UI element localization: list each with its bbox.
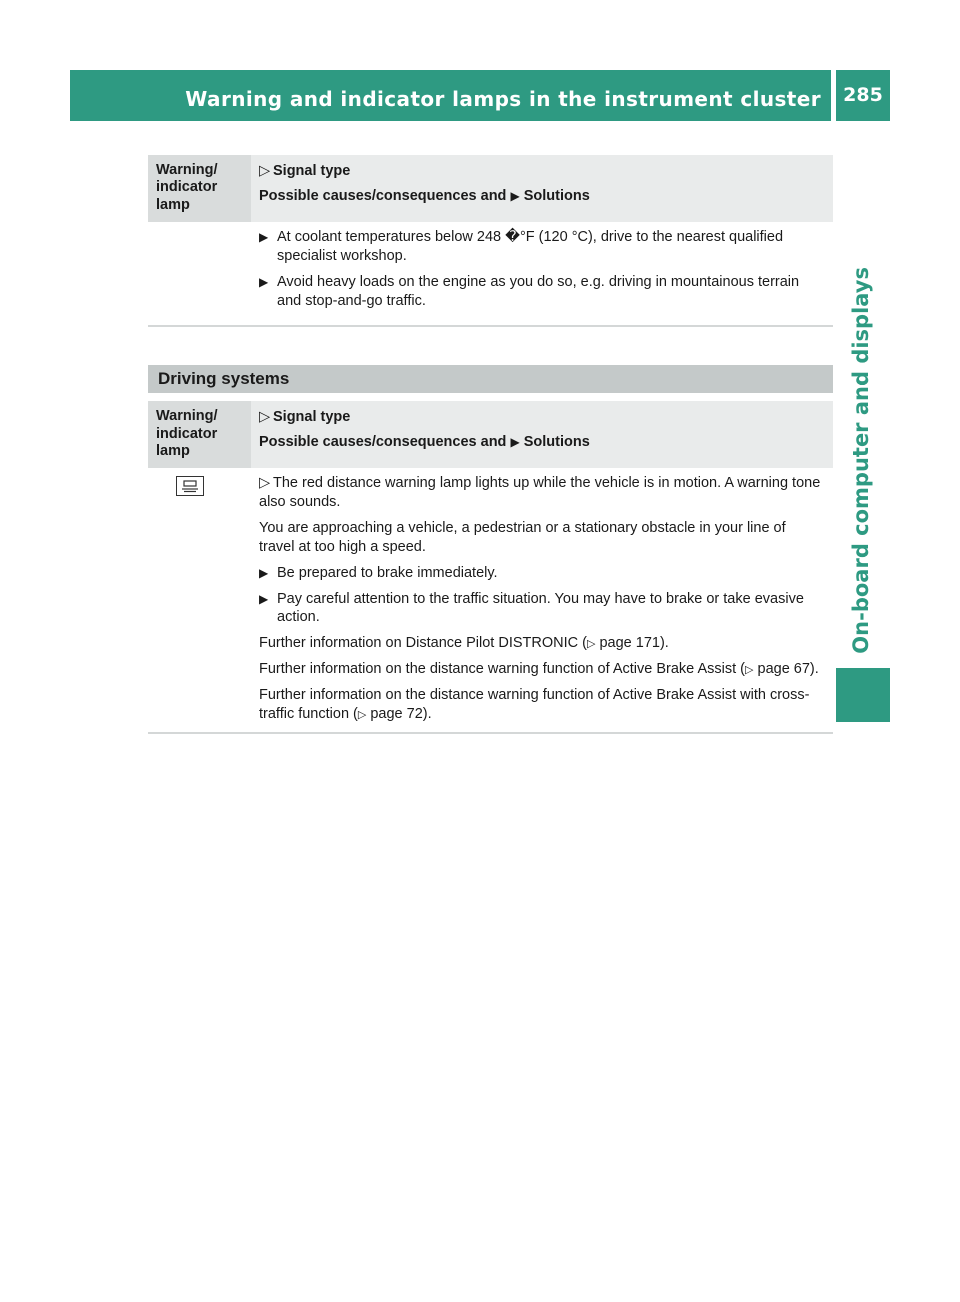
header-bar	[70, 70, 831, 121]
page-ref-link[interactable]: page 72	[370, 705, 423, 722]
signal-triangle-icon: ▷	[259, 163, 271, 179]
solution-arrow-icon: ▶	[510, 435, 520, 450]
signal-triangle-icon: ▷	[259, 475, 271, 492]
table-row	[148, 468, 833, 733]
solution-arrow-icon: ▶	[259, 230, 269, 244]
chapter-tab-label: On-board computer and displays	[849, 267, 873, 654]
list-item: ▶ Pay careful attention to the traffic situation. You may have to brake or take evasive action.	[259, 590, 804, 626]
distance-warning-icon	[176, 476, 204, 496]
lamp-cell	[148, 222, 251, 325]
page-title: Warning and indicator lamps in the instrument cluster	[185, 87, 821, 111]
signal-text: The red distance warning lamp lights up while the vehicle is in motion. A warning tone also sounds.	[259, 475, 821, 511]
signal-type-label: Signal type	[273, 409, 351, 426]
content	[148, 155, 833, 734]
causes-label: Possible causes/consequences and	[259, 187, 507, 204]
distance-warning-icon	[180, 479, 200, 493]
cause-text: You are approaching a vehicle, a pedestrian or a stationary obstacle in your line of travel at too high a speed.	[259, 520, 786, 555]
list-item: ▶ Avoid heavy loads on the engine as you do so, e.g. driving in mountainous terrain and stop-and-go traffic.	[259, 273, 800, 309]
info-column-header	[251, 401, 833, 468]
chapter-marker	[836, 668, 890, 722]
info-cell	[251, 222, 833, 325]
causes-label: Possible causes/consequences and	[259, 434, 507, 451]
lamp-column-header: Warning/ indicator lamp	[148, 401, 251, 468]
page-number: 285	[836, 70, 890, 121]
lamp-cell	[148, 468, 251, 731]
chapter-tab	[836, 124, 890, 654]
info-cell	[251, 468, 833, 731]
further-info: Further information on the distance warning function of Active Brake Assist with cross-traffic function (▷ page 72).	[259, 686, 810, 722]
section-heading: Driving systems	[148, 365, 833, 393]
signal-type-label: Signal type	[273, 163, 351, 179]
solutions-label: Solutions	[523, 434, 590, 451]
page-ref-link[interactable]: page 171	[599, 635, 660, 652]
info-column-header	[251, 155, 833, 222]
table-header	[148, 155, 833, 222]
solution-arrow-icon: ▶	[259, 274, 269, 289]
page-ref-icon: ▷	[586, 638, 596, 651]
solution-arrow-icon: ▶	[510, 188, 520, 203]
table-row	[148, 222, 833, 327]
table-header	[148, 401, 833, 468]
list-item: ▶ At coolant temperatures below 248 �°F (120 °C), drive to the nearest qualified specialist workshop.	[259, 229, 784, 264]
signal-triangle-icon: ▷	[259, 409, 271, 426]
list-item: ▶ Be prepared to brake immediately.	[259, 564, 498, 581]
solutions-label: Solutions	[523, 187, 590, 204]
page-ref-link[interactable]: page 67	[757, 661, 810, 678]
page-ref-icon: ▷	[357, 708, 367, 721]
further-info: Further information on the distance warning function of Active Brake Assist (▷ page 67).	[259, 661, 819, 678]
solution-arrow-icon: ▶	[259, 591, 269, 606]
solution-arrow-icon: ▶	[259, 565, 269, 580]
lamp-column-header: Warning/ indicator lamp	[148, 155, 251, 222]
further-info: Further information on Distance Pilot DISTRONIC (▷ page 171).	[259, 635, 669, 652]
page-ref-icon: ▷	[745, 664, 754, 677]
